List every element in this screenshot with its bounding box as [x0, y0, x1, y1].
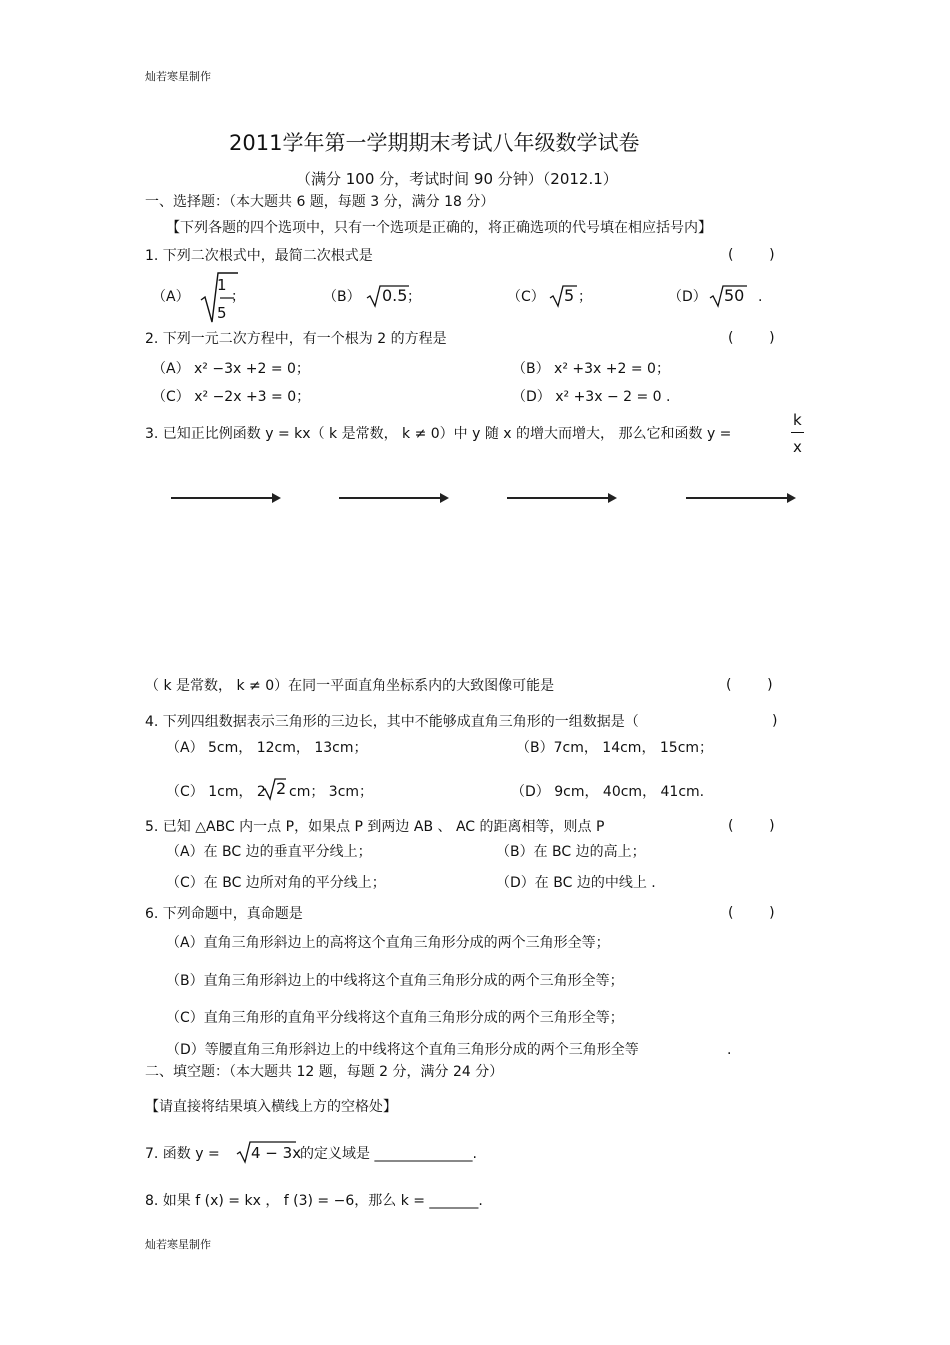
q2-stem: 2. 下列一元二次方程中，有一个根为 2 的方程是: [145, 331, 447, 347]
q1-option-b-label: （B）: [323, 289, 361, 305]
q6-option-c: （C）直角三角形的直角平分线将这个直角三角形分成的两个三角形全等；: [166, 1010, 624, 1026]
q4-option-d: （D） 9cm， 40cm， 41cm.: [511, 784, 705, 800]
q3-stem: 3. 已知正比例函数 y = kx（ k 是常数， k ≠ 0）中 y 随 x 的增大而增大， 那么它和函数 y =: [145, 426, 732, 442]
q4-option-c-prefix: （C） 1cm， 2: [166, 784, 266, 800]
q3-graph-c-axis-arrow: [507, 497, 613, 499]
footer-note: 灿若寒星制作: [145, 1238, 211, 1251]
q5-option-c: （C）在 BC 边所对角的平分线上；: [166, 875, 386, 891]
q2-option-a: （A） x² −3x +2 = 0；: [152, 361, 310, 377]
exam-title: 2011学年第一学期期末考试八年级数学试卷: [229, 131, 640, 155]
q1-option-c-label: （C）: [507, 289, 545, 305]
q2-option-d: （D） x² +3x − 2 = 0 .: [512, 389, 671, 405]
q6-option-d: （D）等腰直角三角形斜边上的中线将这个直角三角形分成的两个三角形全等: [166, 1042, 639, 1058]
q1-option-d-end: .: [758, 289, 763, 305]
q3-fraction-bar: [791, 432, 804, 433]
q3-graph-d-axis-arrow: [686, 497, 792, 499]
q1-option-a-numerator: 1: [217, 276, 227, 294]
q4-stem: 4. 下列四组数据表示三角形的三边长，其中不能够成直角三角形的一组数据是（: [145, 714, 639, 730]
q1-option-a-denominator: 5: [217, 304, 227, 322]
q7-radicand: 4 − 3x: [251, 1144, 302, 1162]
header-note: 灿若寒星制作: [145, 70, 211, 83]
q4-answer-paren-close[interactable]: ): [772, 713, 778, 729]
q3-fraction-denominator: x: [793, 438, 802, 456]
q4-option-c-radicand: 2: [276, 779, 287, 798]
q1-answer-paren[interactable]: ( ): [728, 247, 775, 263]
q1-option-d-label: （D）: [668, 289, 707, 305]
q1-stem: 1. 下列二次根式中，最简二次根式是: [145, 248, 373, 264]
q5-option-b: （B）在 BC 边的高上；: [496, 844, 646, 860]
q3-graph-b-axis-arrow: [339, 497, 445, 499]
q1-option-d-value: 50: [724, 286, 745, 305]
q6-option-b: （B）直角三角形斜边上的中线将这个直角三角形分成的两个三角形全等；: [166, 973, 624, 989]
q3-answer-paren[interactable]: ( ): [726, 677, 773, 693]
q5-option-d: （D）在 BC 边的中线上 .: [496, 875, 656, 891]
q1-option-a-end: ；: [231, 289, 245, 305]
exam-subtitle: （满分 100 分，考试时间 90 分钟）（2012.1）: [296, 170, 618, 188]
q1-option-a-label: （A）: [152, 289, 190, 305]
section2-heading: 二、填空题：（本大题共 12 题，每题 2 分，满分 24 分）: [145, 1064, 504, 1080]
q2-option-b: （B） x² +3x +2 = 0；: [512, 361, 670, 377]
q1-option-b-value: 0.5: [382, 286, 408, 305]
q6-option-a: （A）直角三角形斜边上的高将这个直角三角形分成的两个三角形全等；: [166, 935, 610, 951]
q5-stem: 5. 已知 △ABC 内一点 P，如果点 P 到两边 AB 、 AC 的距离相等，则点 P: [145, 819, 605, 835]
q7-suffix: 的定义域是 ______________.: [300, 1146, 477, 1162]
section2-instruction: 【请直接将结果填入横线上方的空格处】: [145, 1099, 397, 1115]
q6-option-d-end: .: [727, 1042, 732, 1058]
q3-tail: （ k 是常数， k ≠ 0）在同一平面直角坐标系内的大致图像可能是: [145, 678, 555, 694]
section1-heading: 一、选择题：（本大题共 6 题，每题 3 分，满分 18 分）: [145, 194, 495, 210]
q4-option-a: （A） 5cm， 12cm， 13cm；: [166, 740, 368, 756]
q5-answer-paren[interactable]: ( ): [728, 818, 775, 834]
q6-answer-paren[interactable]: ( ): [728, 905, 775, 921]
section1-instruction: 【下列各题的四个选项中，只有一个选项是正确的，将正确选项的代号填在相应括号内】: [166, 220, 712, 236]
q2-answer-paren[interactable]: ( ): [728, 330, 775, 346]
q3-graph-a-axis-arrow: [171, 497, 277, 499]
q5-option-a: （A）在 BC 边的垂直平分线上；: [166, 844, 372, 860]
q6-stem: 6. 下列命题中，真命题是: [145, 906, 303, 922]
q4-option-b: （B）7cm， 14cm， 15cm；: [516, 740, 714, 756]
q8-text: 8. 如果 f (x) = kx ， f (3) = −6，那么 k = _______.: [145, 1193, 483, 1209]
q1-option-b-end: ；: [407, 289, 421, 305]
q4-option-c-suffix: cm； 3cm；: [289, 784, 374, 800]
q1-option-c-end: ；: [578, 289, 592, 305]
q7-prefix: 7. 函数 y =: [145, 1146, 220, 1162]
q1-option-c-value: 5: [564, 286, 575, 305]
q3-fraction-numerator: k: [793, 411, 802, 429]
q2-option-c: （C） x² −2x +3 = 0；: [152, 389, 311, 405]
